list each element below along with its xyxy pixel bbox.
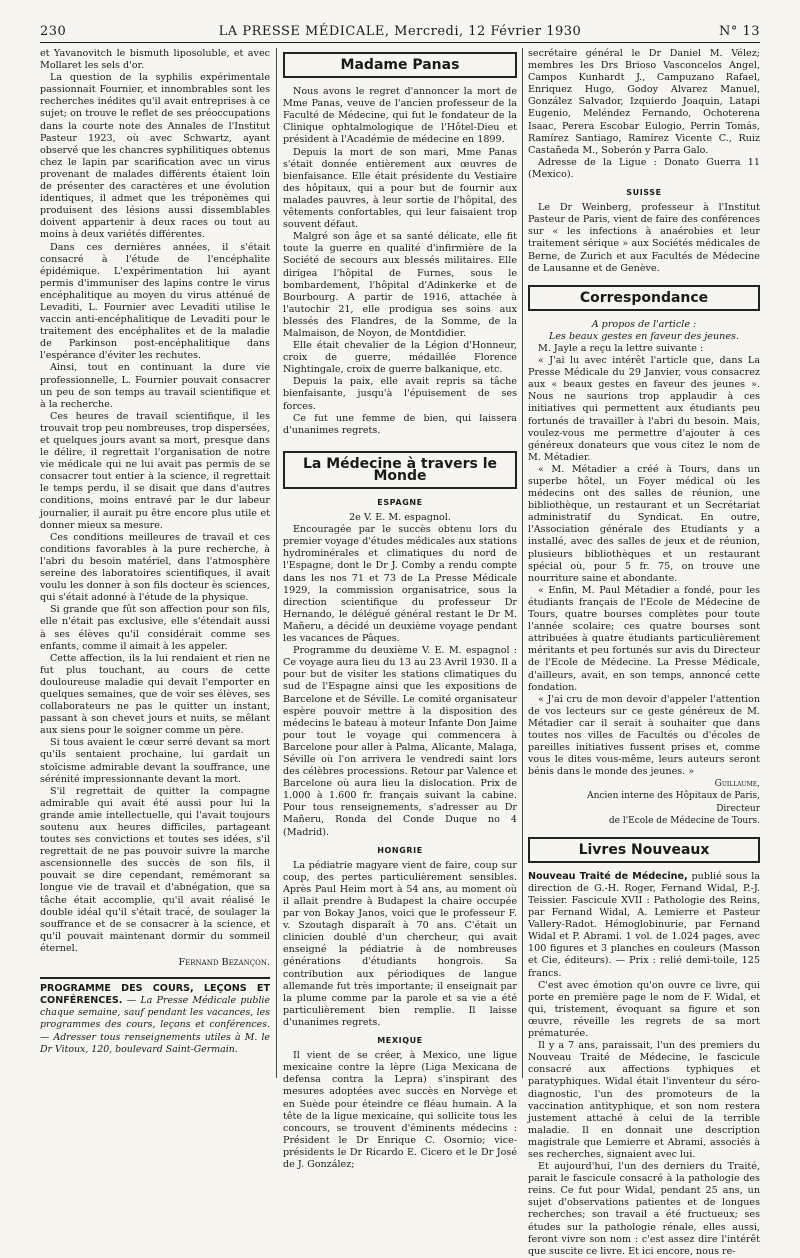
paragraph: Programme du deuxième V. E. M. espagnol : Ce voyage aura lieu du 13 au 23 Avril 1930. Il a pour but de visiter les stations climatiques du sud de l'Espagne ainsi que les expositions de Barcelone et de Séville. Le comité organisateur espère pouvoir mettre à la disposition des médecins le bateau à moteur Infante Don Jaime pour tout le voyage qui commencera à Barcelone pour aller à Palma, Alicante, Malaga, Séville où l'on arrivera le vendredi saint lors des célèbres processions. Retour par Valence et Barcelone où aura lieu la dislocation. Prix de 1.000 à 1.600 fr. français suivant la cabine. Pour tous renseignements, s'adresser au Dr Mañeru, Ronda del Conde Duque no 4 (Madrid). (283, 645, 517, 838)
paragraph: Depuis la paix, elle avait repris sa tâche bienfaisante, jusqu'à l'épuisement de ses forces. (283, 376, 517, 412)
paragraph: Il vient de se créer, à Mexico, une ligue mexicaine contre la lèpre (Liga Mexicana de defensa contra la Lepra) s'inspirant des mesures adoptées avec succès en Norvège et en Suède pour éteindre ce fléau humain. A la tête de la ligue mexicaine, qui sollicite tous les concours, se trouvent d'éminents médecins : Président le Dr Enrique C. Osornio; vice-présidents le Dr Ricardo E. Cicero et le Dr José de J. González; (283, 1050, 517, 1170)
letter-signature-title: Ancien interne des Hôpitaux de Paris, (587, 791, 760, 802)
paragraph: Nous avons le regret d'annoncer la mort de Mme Panas, veuve de l'ancien professeur de la Faculté de Médecine, qui fut le fondateur de la Clinique ophtalmologique de l'Hôtel-Dieu et président à l'Académie de médecine en 1899. (283, 86, 517, 146)
book-details: publié sous la direction de G.-H. Roger, Fernand Widal, P.-J. Teissier. Fascicule XVII : Pathologie des Reins, par Fernand Widal, A. Lemierre et Pasteur Vallery-Radot. Hémoglobinurie, par Fernand Widal et P. Abrami. 1 vol. de 1.024 pages, avec 100 figures et 3 planches en couleurs (Masson et Cie, éditeurs). — Prix : relié demi-toile, 125 francs. (528, 870, 760, 979)
author-signature: Fernand Bezançon. (178, 957, 270, 969)
paragraph: La pédiatrie magyare vient de faire, coup sur coup, des pertes particulièrement sensibles. Après Paul Heim mort à 54 ans, au moment où il allait prendre à Budapest la chaire occupée par von Bokay Janos, voici que le professeur F. v. Szoutagh disparaît à 70 ans. C'était un clinicien doublé d'un chercheur, qui avait enseigné la pédiatrie à de nombreuses générations d'étudiants hongrois. Sa contribution aux périodiques de langue allemande fut très importante; il enseignait par la plume comme par la parole et sa vie a été particulièrement bien remplie. Il laisse d'unanimes regrets. (283, 859, 517, 1028)
programme-notice (40, 977, 270, 1056)
section-title-livres: Livres Nouveaux (528, 837, 760, 863)
paragraph: Elle était chevalier de la Légion d'Honneur, croix de guerre, médaillée Florence Nightingale, croix de guerre balkanique, etc. (283, 340, 517, 376)
column-right (528, 48, 760, 1257)
paragraph: M. Jayle a reçu la lettre suivante : (538, 342, 704, 354)
paragraph: Et aujourd'hui, l'un des derniers du Traité, parait le fascicule consacré à la pathologie des reins. Ce fut pour Widal, pendant 25 ans, un sujet d'observations patientes et de longues recherches; son travail a été fructueux; ses études sur la pathologie rénale, elles aussi, feront vivre son nom : c'est assez dire l'intérêt que suscite ce livre. Et ici encore, nous re- (528, 1161, 760, 1257)
subheading-note: 2e V. E. M. espagnol. (349, 512, 451, 524)
paragraph: « J'ai cru de mon devoir d'appeler l'attention de vos lecteurs sur ce geste généreux de M. Métadier car il serait à souhaiter que dans toutes nos villes de Facultés ou d'écoles de pareilles initiatives fussent prises et, comme vous le dites vous-même, leurs auteurs seront bénis dans le monde des jeunes. » (528, 693, 760, 778)
paragraph: Ainsi, tout en continuant la dure vie professionnelle, L. Fournier pouvait consacrer un peu de son temps au travail scientifique et à la recherche. (40, 362, 270, 410)
letter-signature: Guillaume, (714, 779, 760, 790)
paragraph: Dans ces dernières années, il s'était consacré à l'étude de l'encéphalite épidémique. L'expérimentation lui ayant permis d'immuniser des lapins contre le virus encéphalitique au moyen du virus atténué de Levaditi, L. Fournier avec Levaditi utilise le vaccin anti-encéphalitique de Levaditi pour le traitement des encéphalites et de la maladie de Parkinson post-encéphalitique dans l'espérance d'éviter les rechutes. (40, 241, 270, 362)
section-title-panas: Madame Panas (283, 52, 517, 78)
paragraph: Cette affection, ils la lui rendaient et rien ne fut plus touchant, au cours de cette douloureuse maladie qui devait l'emporter en quelques semaines, que de voir ses élèves, ses collaborateurs ne pas le quitter un instant, passant à son chevet jours et nuits, se mêlant aux siens pour le soigner comme un père. (40, 652, 270, 737)
subheading-hongrie: HONGRIE (377, 845, 423, 855)
livres-section (528, 871, 760, 1258)
paragraph: « J'ai lu avec intérêt l'article que, dans La Presse Médicale du 29 Janvier, vous consacrez aux « beaux gestes en faveur des jeunes ». Nous ne saurions trop applaudir à ces initiatives qui permettent aux étudiants peu fortunés de travailler à l'abri du besoin. Mais, voulez-vous me permettre d'ajouter à ces généreux donateurs que vous citez le nom de M. Métadier. (528, 355, 760, 463)
paragraph: S'il regrettait de quitter la compagne admirable qui avait été aussi pour lui la grande amie intellectuelle, qui l'avait toujours soutenu aux heures difficiles, partageant toutes ses convictions et toutes ses idées, s'il regrettait de ne pas pouvoir suivre la marche ascensionnelle des succès de son fils, il pouvait se dire cependant, remémorant sa longue vie de travail et d'abnégation, que sa tâche était accomplie, qu'il avait réalisé le double idéal qu'il s'était tracé, de soulager la souffrance et de se consacrer à la science, et qu'il pouvait maintenant dormir du sommeil éternel. (40, 785, 270, 954)
paragraph: Si tous avaient le cœur serré devant sa mort qu'ils sentaient prochaine, lui gardait un stoïcisme admirable devant la souffrance, une sérénité impressionnante devant la mort. (40, 737, 270, 785)
paragraph: C'est avec émotion qu'on ouvre ce livre, qui porte en première page le nom de F. Widal, et qui, tristement, évoquant sa figure et son œuvre, réveille les regrets de sa mort prématurée. (528, 979, 760, 1040)
correspondance-subtitle: A propos de l'article : (591, 318, 697, 330)
page-header (40, 22, 760, 43)
paragraph: « Enfin, M. Paul Métadier a fondé, pour les étudiants français de l'Ecole de Médecine de Tours, quatre bourses complètes pour toute l'année scolaire; ces quatre bourses sont attribuées à quatre étudiants particulièrement méritants et peu fortunés sur avis du Directeur de l'Ecole de Médecine. La Presse Médicale, d'ailleurs, avait, en son temps, annoncé cette fondation. (528, 584, 760, 693)
page-number: 230 (40, 24, 67, 39)
paragraph: Encouragée par le succès obtenu lors du premier voyage d'études médicales aux stations hydrominérales et climatiques du nord de l'Espagne, dont le Dr J. Comby a rendu compte dans les nos 71 et 73 de La Presse Médicale 1929, la commission organisatrice, sous la direction scientifique du professeur Dr Hernando, le délégué général restant le Dr M. Mañeru, a décidé un deuxième voyage pendant les vacances de Pâques. (283, 524, 517, 645)
section-title-correspondance: Correspondance (528, 285, 760, 311)
issue-number: N° 13 (718, 24, 760, 39)
column-left (40, 48, 270, 1068)
column-rule (522, 48, 523, 1078)
column-rule (276, 48, 277, 1078)
paragraph: Si grande que fût son affection pour son fils, elle n'était pas exclusive, elle s'étendait aussi à ses élèves qu'il considérait comme ses enfants, comme il aimait à les appeler. (40, 604, 270, 652)
journal-title: LA PRESSE MÉDICALE, Mercredi, 12 Février 1930 (218, 24, 582, 39)
letter-signature-title: de l'Ecole de Médecine de Tours. (608, 815, 760, 826)
paragraph: Ce fut une femme de bien, qui laissera d'unanimes regrets. (283, 412, 517, 436)
paragraph: Depuis la mort de son mari, Mme Panas s'était donnée entièrement aux œuvres de bienfaisance. Elle était présidente du Vestiaire des hôpitaux, qui a pour but de fournir aux malades pauvres, à leur sortie de l'hôpital, des vêtements confortables, qui leur faisaient trop souvent défaut. (283, 146, 517, 231)
subheading-suisse: SUISSE (626, 188, 662, 198)
subheading-mexique: MEXIQUE (377, 1036, 423, 1046)
paragraph: Malgré son âge et sa santé délicate, elle fit toute la guerre en qualité d'infirmière de la Société de secours aux blessés militaires. Elle dirigea l'hôpital de Furnes, sous le bombardement, l'hôpital d'Adinkerke et de Bourbourg. A partir de 1916, attachée à l'autochir 21, elle prodigua ses soins aux blessés des Flandres, de la Somme, de la Malmaison, de Noyon, de Montdidier. (283, 231, 517, 339)
section-title-monde: La Médecine à travers le Monde (283, 451, 517, 489)
paragraph: Ces conditions meilleures de travail et ces conditions favorables à la pure recherche, à l'abri du besoin matériel, dans l'atmosphère sereine des laboratoires scientifiques, il avait voulu les donner à son fils docteur ès sciences, qui s'était adonné à l'étude de la physique. (40, 531, 270, 604)
paragraph: La question de la syphilis expérimentale passionnait Fournier, et innombrables sont les recherches inédites qu'il avait entreprises à ce sujet; on trouve le reflet de ses préoccupations dans la courte note des Annales de l'Institut Pasteur 1923, où avec Schwartz, ayant observé que les chancres syphilitiques obtenus chez le lapin par scarification avec un virus provenant de malades différents étaient loin de présenter des caractères et une évolution identiques, il admet que les tréponèmes qui produisent des lésions aussi dissemblables doivent appartenir à deux races ou tout au moins à deux variétés différentes. (40, 72, 270, 241)
book-title: Nouveau Traité de Médecine, (528, 870, 688, 882)
paragraph: Il y a 7 ans, paraissait, l'un des premiers du Nouveau Traité de Médecine, le fascicule consacré aux affections typhiques et paratyphiques. Widal était l'inventeur du séro-diagnostic, l'un des promoteurs de la vaccination antityphique, et son nom restera justement attaché à celui de la terrible maladie. Il en donnait une description magistrale que Lemierre et Abrami, associés à ses recherches, signaient avec lui. (528, 1040, 760, 1160)
programme-title: PROGRAMME DES COURS, LEÇONS ET CONFÉRENCES. (40, 983, 270, 1007)
correspondance-subtitle: Les beaux gestes en faveur des jeunes. (549, 330, 739, 342)
column-middle (283, 48, 517, 1170)
paragraph: Le Dr Weinberg, professeur à l'Institut Pasteur de Paris, vient de faire des conférences sur « les infections à anaérobies et leur traitement sérique » aux Sociétés médicales de Berne, de Zurich et aux Facultés de Médecine de Lausanne et de Genève. (528, 202, 760, 274)
subheading-espagne: ESPAGNE (377, 498, 423, 507)
paragraph: Adresse de la Ligue : Donato Guerra 11 (Mexico). (528, 156, 760, 180)
paragraph: « M. Métadier a créé à Tours, dans un superbe hôtel, un Foyer médical où les médecins ont des salles de réunion, une bibliothèque, un restaurant et un Secrétariat administratif du Syndicat. En outre, l'Association générale des Etudiants y a installé, avec des salles de jeux et de réunion, plusieurs bibliothèques et un restaurant spécial où, pour 5 fr. 75, on trouve une nourriture saine et abondante. (528, 463, 760, 584)
letter-signature-title: Directeur (716, 803, 760, 814)
paragraph: secrétaire général le Dr Daniel M. Vélez; membres les Drs Brioso Vasconcelos Angel, Campos Kunhardt J., Campuzano Rafael, Enriquez Hugo, Godoy Alvarez Manuel, González Salvador, Izquierdo Joaquin, Latapi Eugenio, Meléndez Fernando, Ochoterena Isaac, Perera Escobar Eulogio, Perrin Tomás, Ramírez Santiago, Ramírez Vicente C., Ruiz Castañeda M., Soberón y Parra Galo. (528, 48, 760, 156)
paragraph: Ces heures de travail scientifique, il les trouvait trop peu nombreuses, trop dispersées, et quelques jours avant sa mort, presque dans le délire, il regrettait l'organisation de notre vie médicale qui ne lui avait pas permis de se consacrer tout entier à la science, il regrettait le temps perdu, il se disait que dans d'autres conditions, moins entravé par le dur labeur journalier, il aurait pu être encore plus utile et donner mieux sa mesure. (40, 410, 270, 531)
paragraph: et Yavanovitch le bismuth liposoluble, et avec Mollaret les sels d'or. (40, 48, 270, 72)
book-entry (528, 871, 760, 980)
programme-body: — La Presse Médicale publie chaque semaine, sauf pendant les vacances, les programmes des cours, leçons et conférences. — Adresser tous renseignements utiles à M. le Dr Vitoux, 120, boulevard Saint-Germain. (40, 995, 270, 1055)
